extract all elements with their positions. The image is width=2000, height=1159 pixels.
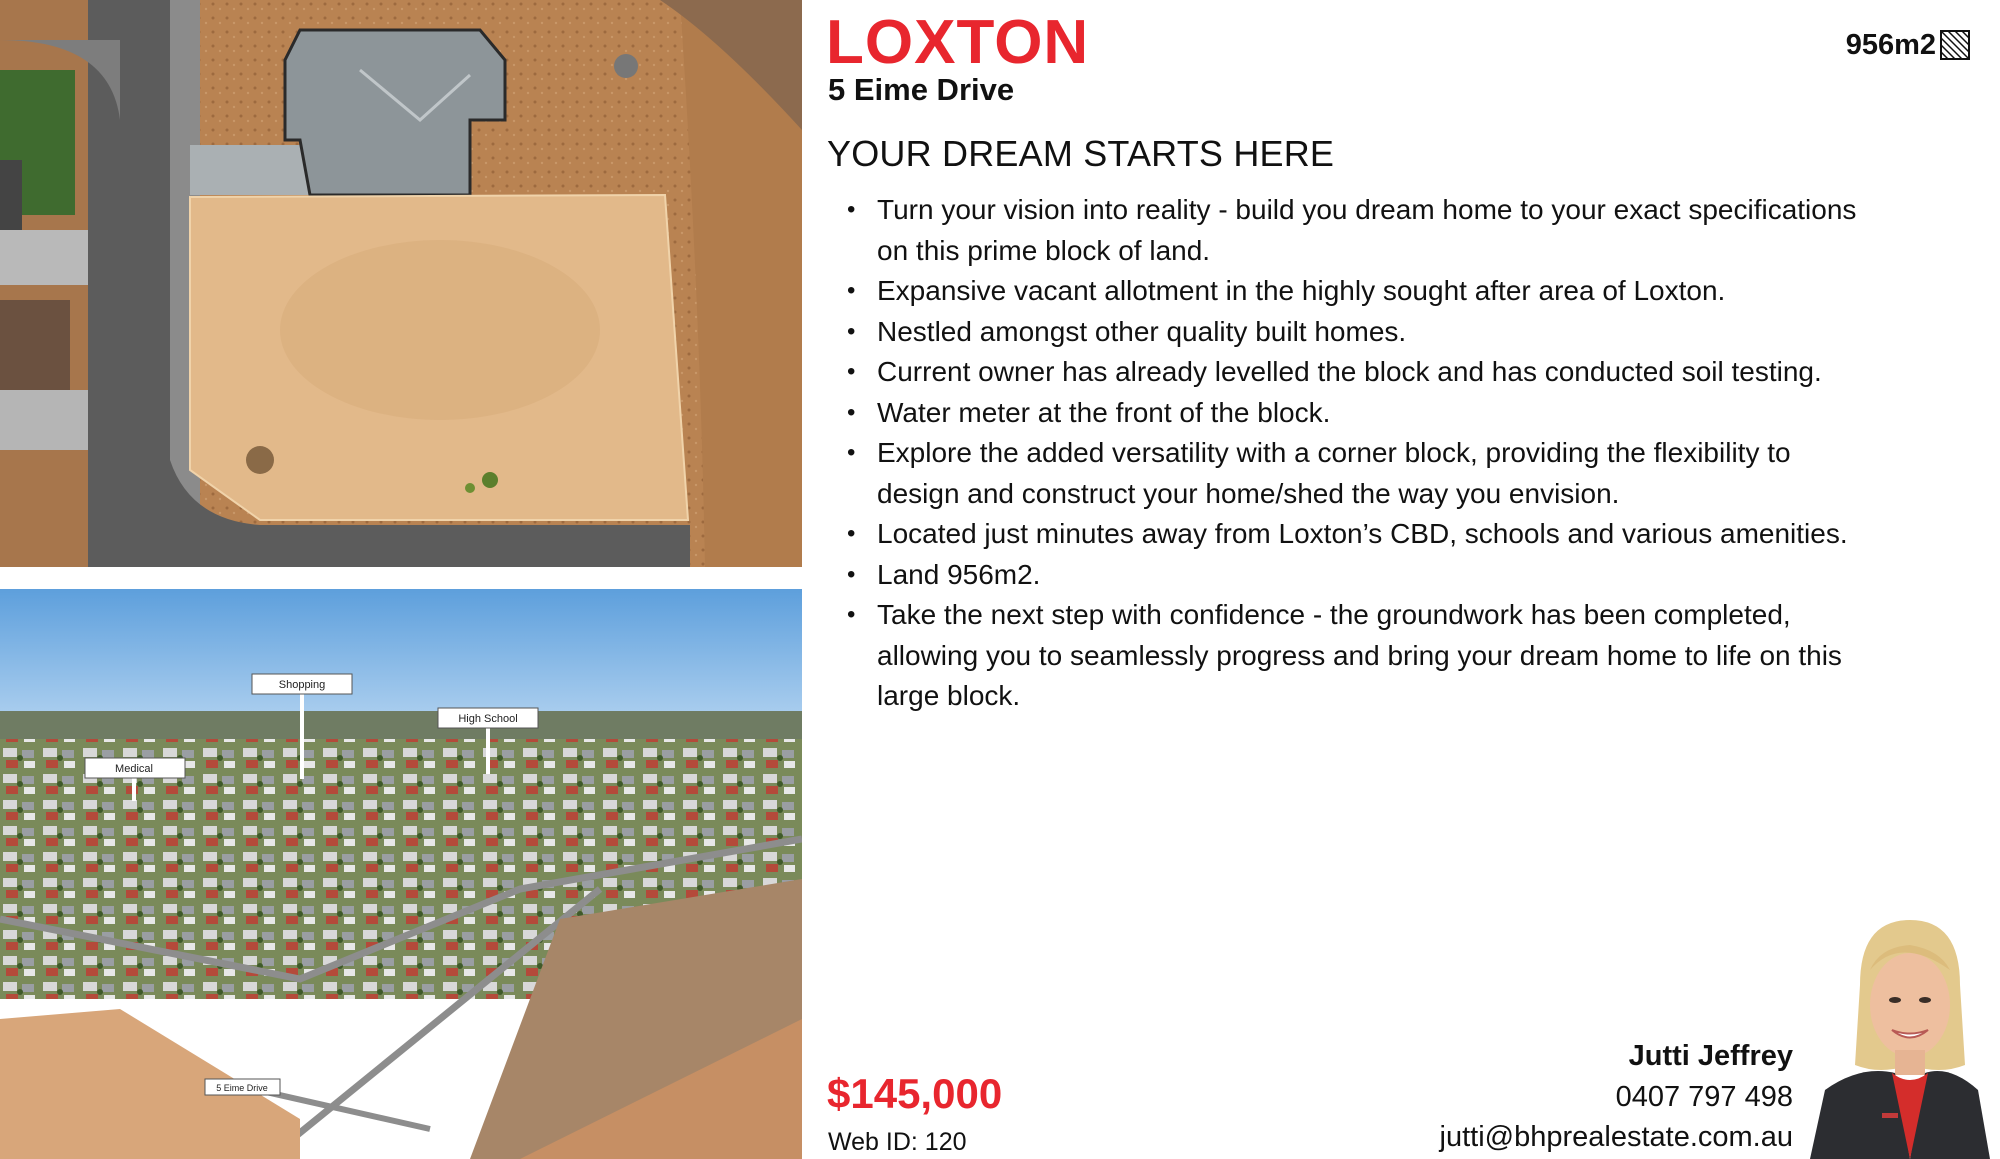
land-area-icon [1938, 28, 1972, 62]
agent-portrait [1800, 915, 2000, 1159]
price: $145,000 [827, 1070, 1003, 1117]
aerial-block-image [0, 0, 802, 567]
photo-label-high-school: High School [458, 713, 518, 725]
headline: YOUR DREAM STARTS HERE [827, 133, 1335, 174]
feature-item: • Turn your vision into reality - build you dream home to your exact specifications on this prime block of land. [877, 190, 1867, 271]
land-size-value: 956m2 [1845, 28, 1936, 61]
feature-item: • Nestled amongst other quality built homes. [877, 312, 1867, 353]
land-size-badge [1846, 28, 1972, 62]
suburb-title: LOXTON [826, 8, 1090, 77]
feature-list [827, 190, 1867, 717]
feature-item: • Expansive vacant allotment in the highly sought after area of Loxton. [877, 271, 1867, 312]
aerial-town-image [0, 589, 802, 1159]
feature-item: • Take the next step with confidence - the groundwork has been completed, allowing you to seamlessly progress and bring your dream home to life on this large block. [877, 595, 1867, 717]
agent-email[interactable]: jutti@bhprealestate.com.au [1439, 1121, 1793, 1153]
agent-phone[interactable]: 0407 797 498 [1615, 1081, 1793, 1113]
agent-name: Jutti Jeffrey [1628, 1040, 1793, 1072]
aerial-photo-town [0, 589, 802, 1159]
feature-item: • Water meter at the front of the block. [877, 393, 1867, 434]
photo-label-shopping: Shopping [278, 679, 326, 691]
photo-label-medical: Medical [115, 763, 153, 775]
aerial-photo-block [0, 0, 802, 567]
agent-photo [1800, 915, 2000, 1159]
feature-item: • Land 956m2. [877, 555, 1867, 596]
feature-item: • Located just minutes away from Loxton’s CBD, schools and various amenities. [877, 514, 1867, 555]
web-id: Web ID: 120 [828, 1128, 967, 1156]
feature-item: • Current owner has already levelled the block and has conducted soil testing. [877, 352, 1867, 393]
property-address: 5 Eime Drive [828, 72, 1015, 107]
photo-label-site: 5 Eime Drive [216, 1083, 268, 1093]
feature-item: • Explore the added versatility with a corner block, providing the flexibility to design and construct your home/shed the way you envision. [877, 433, 1867, 514]
